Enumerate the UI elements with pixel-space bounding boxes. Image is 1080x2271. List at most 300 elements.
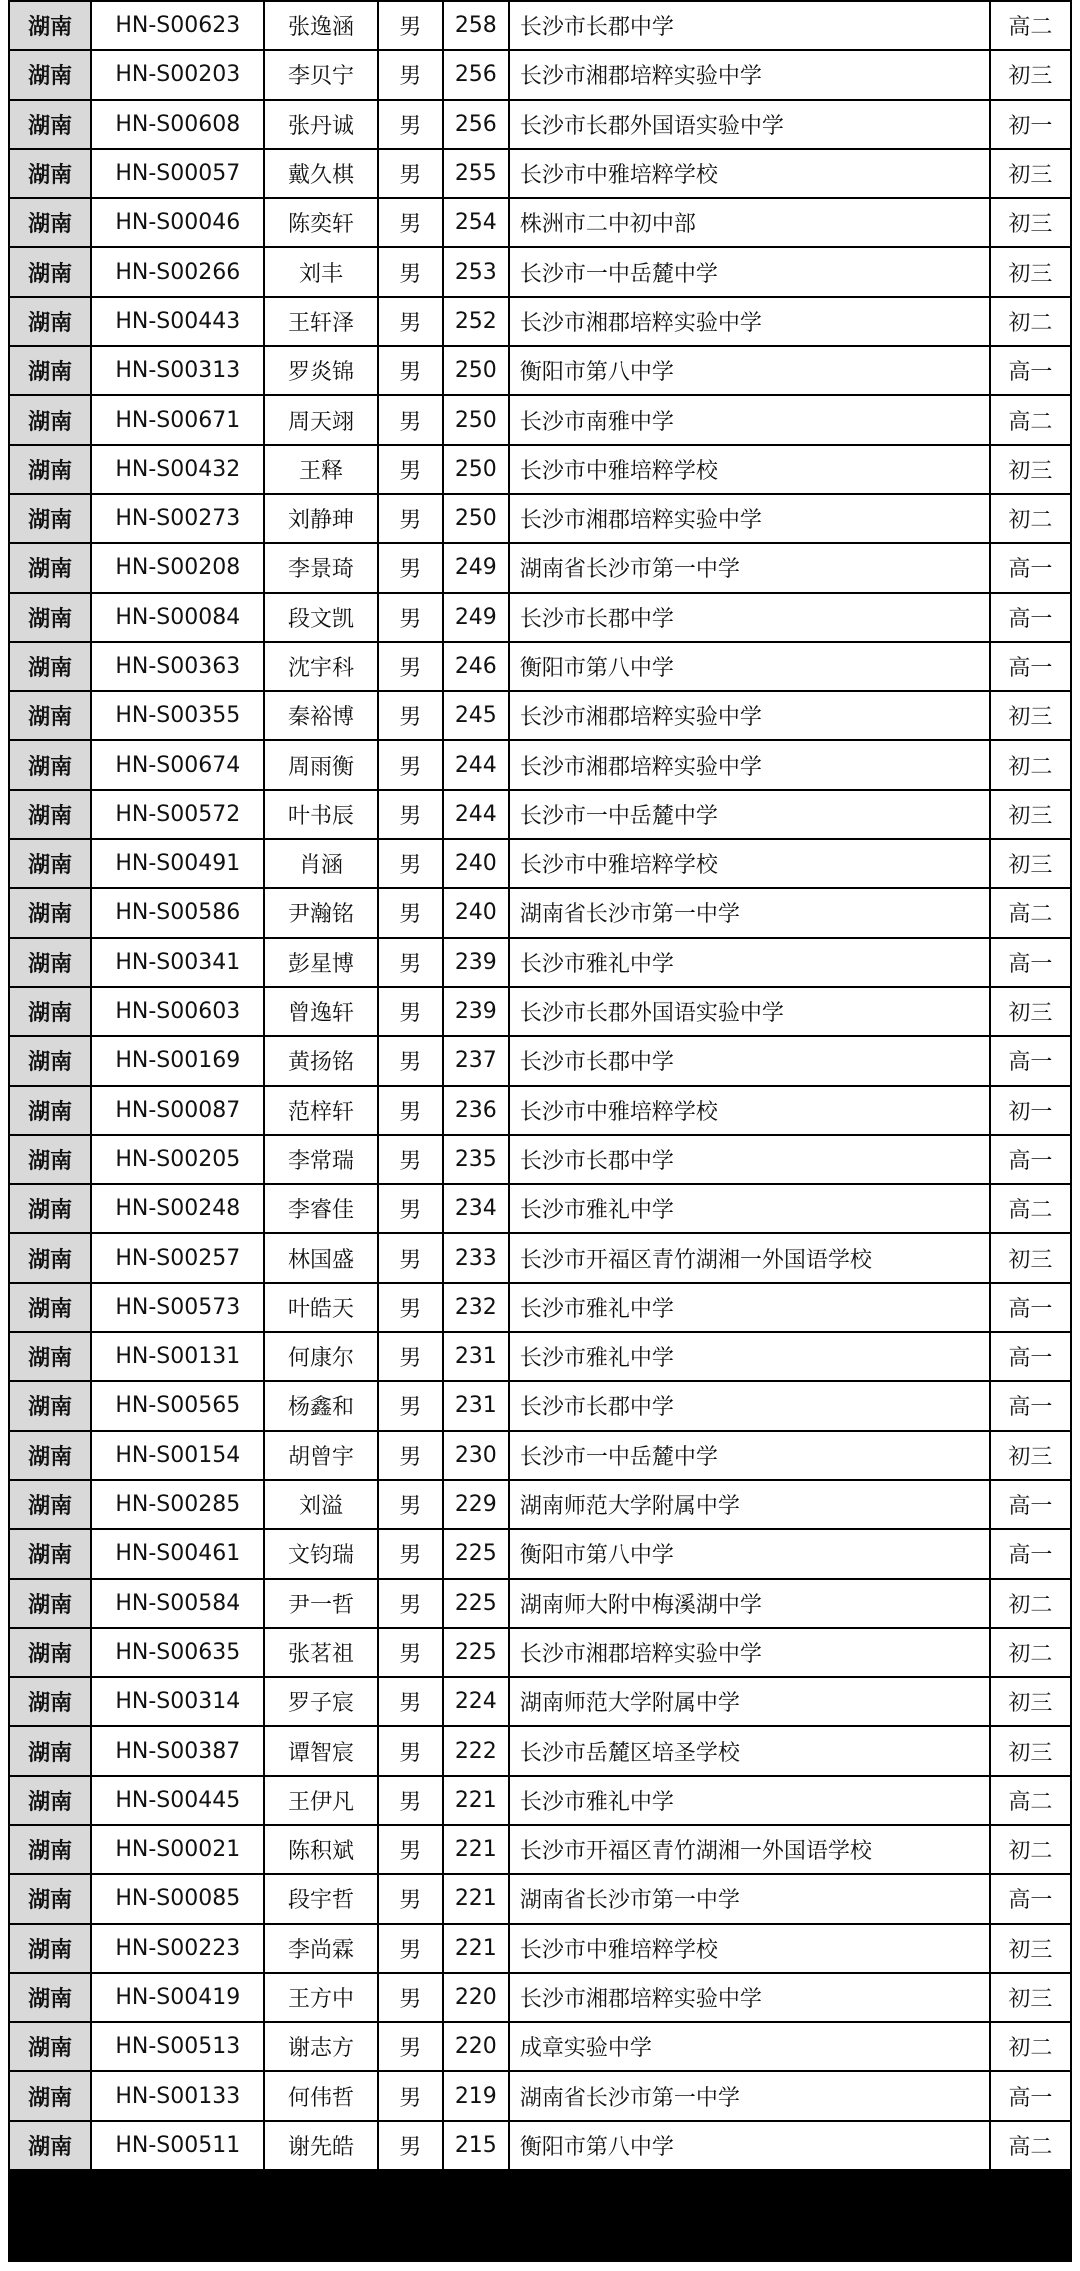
name-cell: 李常瑞 — [265, 1136, 376, 1183]
score-cell: 221 — [444, 1826, 508, 1873]
gender-cell: 男 — [379, 1136, 442, 1183]
province-cell: 湖南 — [10, 692, 90, 739]
id-cell: HN-S00087 — [92, 1087, 263, 1134]
table-row — [10, 741, 1070, 788]
table-row — [10, 1284, 1070, 1331]
name-cell: 张茗祖 — [265, 1629, 376, 1676]
school-cell: 长沙市湘郡培粹实验中学 — [510, 51, 989, 98]
name-cell: 何康尔 — [265, 1333, 376, 1380]
grade-cell: 初三 — [991, 1432, 1070, 1479]
grade-cell: 高一 — [991, 1875, 1070, 1922]
id-cell: HN-S00491 — [92, 840, 263, 887]
score-cell: 240 — [444, 889, 508, 936]
id-cell: HN-S00513 — [92, 2023, 263, 2070]
school-cell: 长沙市湘郡培粹实验中学 — [510, 1629, 989, 1676]
gender-cell: 男 — [379, 1284, 442, 1331]
id-cell: HN-S00432 — [92, 446, 263, 493]
gender-cell: 男 — [379, 1580, 442, 1627]
school-cell: 湖南省长沙市第一中学 — [510, 1875, 989, 1922]
results-table-sheet — [8, 0, 1072, 2262]
school-cell: 衡阳市第八中学 — [510, 643, 989, 690]
gender-cell: 男 — [379, 1481, 442, 1528]
table-body — [10, 2, 1070, 2169]
gender-cell: 男 — [379, 347, 442, 394]
id-cell: HN-S00057 — [92, 150, 263, 197]
score-cell: 222 — [444, 1727, 508, 1774]
id-cell: HN-S00257 — [92, 1234, 263, 1281]
score-cell: 233 — [444, 1234, 508, 1281]
gender-cell: 男 — [379, 298, 442, 345]
school-cell: 长沙市中雅培粹学校 — [510, 840, 989, 887]
name-cell: 叶书辰 — [265, 791, 376, 838]
province-cell: 湖南 — [10, 1580, 90, 1627]
school-cell: 长沙市长郡中学 — [510, 594, 989, 641]
id-cell: HN-S00623 — [92, 2, 263, 49]
province-cell: 湖南 — [10, 594, 90, 641]
grade-cell: 初一 — [991, 101, 1070, 148]
province-cell: 湖南 — [10, 347, 90, 394]
name-cell: 王伊凡 — [265, 1777, 376, 1824]
gender-cell: 男 — [379, 1777, 442, 1824]
province-cell: 湖南 — [10, 643, 90, 690]
gender-cell: 男 — [379, 2072, 442, 2119]
id-cell: HN-S00635 — [92, 1629, 263, 1676]
name-cell: 段文凯 — [265, 594, 376, 641]
id-cell: HN-S00085 — [92, 1875, 263, 1922]
grade-cell: 初三 — [991, 1974, 1070, 2021]
id-cell: HN-S00313 — [92, 347, 263, 394]
grade-cell: 高一 — [991, 1037, 1070, 1084]
school-cell: 长沙市长郡外国语实验中学 — [510, 101, 989, 148]
grade-cell: 高一 — [991, 1136, 1070, 1183]
province-cell: 湖南 — [10, 1284, 90, 1331]
score-cell: 239 — [444, 939, 508, 986]
grade-cell: 初三 — [991, 1925, 1070, 1972]
table-row — [10, 298, 1070, 345]
school-cell: 长沙市一中岳麓中学 — [510, 248, 989, 295]
table-row — [10, 544, 1070, 591]
school-cell: 长沙市长郡中学 — [510, 1037, 989, 1084]
name-cell: 周天翊 — [265, 396, 376, 443]
id-cell: HN-S00674 — [92, 741, 263, 788]
name-cell: 文钧瑞 — [265, 1530, 376, 1577]
score-cell: 240 — [444, 840, 508, 887]
name-cell: 秦裕博 — [265, 692, 376, 739]
table-row — [10, 1234, 1070, 1281]
gender-cell: 男 — [379, 1333, 442, 1380]
name-cell: 彭星博 — [265, 939, 376, 986]
score-cell: 254 — [444, 199, 508, 246]
school-cell: 湖南师范大学附属中学 — [510, 1481, 989, 1528]
table-row — [10, 840, 1070, 887]
name-cell: 张丹诚 — [265, 101, 376, 148]
school-cell: 湖南省长沙市第一中学 — [510, 2072, 989, 2119]
gender-cell: 男 — [379, 51, 442, 98]
grade-cell: 高一 — [991, 1481, 1070, 1528]
grade-cell: 初二 — [991, 741, 1070, 788]
id-cell: HN-S00461 — [92, 1530, 263, 1577]
table-row — [10, 692, 1070, 739]
province-cell: 湖南 — [10, 248, 90, 295]
name-cell: 肖涵 — [265, 840, 376, 887]
name-cell: 罗炎锦 — [265, 347, 376, 394]
gender-cell: 男 — [379, 889, 442, 936]
school-cell: 长沙市雅礼中学 — [510, 1185, 989, 1232]
school-cell: 长沙市开福区青竹湖湘一外国语学校 — [510, 1826, 989, 1873]
score-cell: 250 — [444, 495, 508, 542]
id-cell: HN-S00131 — [92, 1333, 263, 1380]
school-cell: 衡阳市第八中学 — [510, 2122, 989, 2169]
grade-cell: 高一 — [991, 1382, 1070, 1429]
table-row — [10, 1826, 1070, 1873]
province-cell: 湖南 — [10, 988, 90, 1035]
id-cell: HN-S00608 — [92, 101, 263, 148]
id-cell: HN-S00445 — [92, 1777, 263, 1824]
school-cell: 衡阳市第八中学 — [510, 347, 989, 394]
gender-cell: 男 — [379, 1382, 442, 1429]
school-cell: 株洲市二中初中部 — [510, 199, 989, 246]
table-row — [10, 1432, 1070, 1479]
id-cell: HN-S00084 — [92, 594, 263, 641]
score-cell: 221 — [444, 1777, 508, 1824]
score-cell: 221 — [444, 1925, 508, 1972]
grade-cell: 初二 — [991, 2023, 1070, 2070]
name-cell: 罗子宸 — [265, 1678, 376, 1725]
name-cell: 黄扬铭 — [265, 1037, 376, 1084]
name-cell: 王释 — [265, 446, 376, 493]
id-cell: HN-S00363 — [92, 643, 263, 690]
name-cell: 胡曾宇 — [265, 1432, 376, 1479]
score-cell: 236 — [444, 1087, 508, 1134]
id-cell: HN-S00208 — [92, 544, 263, 591]
grade-cell: 高一 — [991, 544, 1070, 591]
table-row — [10, 1875, 1070, 1922]
province-cell: 湖南 — [10, 150, 90, 197]
school-cell: 长沙市一中岳麓中学 — [510, 1432, 989, 1479]
school-cell: 长沙市岳麓区培圣学校 — [510, 1727, 989, 1774]
gender-cell: 男 — [379, 1629, 442, 1676]
grade-cell: 高一 — [991, 347, 1070, 394]
results-table — [8, 0, 1072, 2171]
score-cell: 256 — [444, 51, 508, 98]
gender-cell: 男 — [379, 741, 442, 788]
score-cell: 249 — [444, 594, 508, 641]
table-row — [10, 248, 1070, 295]
name-cell: 何伟哲 — [265, 2072, 376, 2119]
id-cell: HN-S00154 — [92, 1432, 263, 1479]
gender-cell: 男 — [379, 101, 442, 148]
school-cell: 长沙市一中岳麓中学 — [510, 791, 989, 838]
province-cell: 湖南 — [10, 396, 90, 443]
province-cell: 湖南 — [10, 2023, 90, 2070]
table-row — [10, 2023, 1070, 2070]
id-cell: HN-S00419 — [92, 1974, 263, 2021]
id-cell: HN-S00341 — [92, 939, 263, 986]
table-row — [10, 1333, 1070, 1380]
id-cell: HN-S00671 — [92, 396, 263, 443]
province-cell: 湖南 — [10, 2, 90, 49]
table-row — [10, 1974, 1070, 2021]
gender-cell: 男 — [379, 1530, 442, 1577]
table-row — [10, 101, 1070, 148]
gender-cell: 男 — [379, 1974, 442, 2021]
table-row — [10, 1087, 1070, 1134]
score-cell: 230 — [444, 1432, 508, 1479]
table-row — [10, 594, 1070, 641]
id-cell: HN-S00572 — [92, 791, 263, 838]
province-cell: 湖南 — [10, 1629, 90, 1676]
id-cell: HN-S00021 — [92, 1826, 263, 1873]
grade-cell: 初一 — [991, 1087, 1070, 1134]
score-cell: 231 — [444, 1333, 508, 1380]
name-cell: 刘丰 — [265, 248, 376, 295]
score-cell: 225 — [444, 1629, 508, 1676]
id-cell: HN-S00285 — [92, 1481, 263, 1528]
id-cell: HN-S00387 — [92, 1727, 263, 1774]
name-cell: 李睿佳 — [265, 1185, 376, 1232]
gender-cell: 男 — [379, 1234, 442, 1281]
school-cell: 成章实验中学 — [510, 2023, 989, 2070]
school-cell: 长沙市雅礼中学 — [510, 1777, 989, 1824]
score-cell: 224 — [444, 1678, 508, 1725]
province-cell: 湖南 — [10, 1087, 90, 1134]
score-cell: 225 — [444, 1580, 508, 1627]
province-cell: 湖南 — [10, 446, 90, 493]
grade-cell: 高二 — [991, 1777, 1070, 1824]
id-cell: HN-S00273 — [92, 495, 263, 542]
score-cell: 219 — [444, 2072, 508, 2119]
grade-cell: 高二 — [991, 396, 1070, 443]
gender-cell: 男 — [379, 1678, 442, 1725]
grade-cell: 初三 — [991, 840, 1070, 887]
school-cell: 长沙市中雅培粹学校 — [510, 1925, 989, 1972]
grade-cell: 高一 — [991, 939, 1070, 986]
id-cell: HN-S00511 — [92, 2122, 263, 2169]
province-cell: 湖南 — [10, 939, 90, 986]
gender-cell: 男 — [379, 1727, 442, 1774]
school-cell: 长沙市中雅培粹学校 — [510, 446, 989, 493]
province-cell: 湖南 — [10, 1333, 90, 1380]
gender-cell: 男 — [379, 791, 442, 838]
grade-cell: 高二 — [991, 1185, 1070, 1232]
province-cell: 湖南 — [10, 199, 90, 246]
gender-cell: 男 — [379, 1185, 442, 1232]
name-cell: 周雨衡 — [265, 741, 376, 788]
gender-cell: 男 — [379, 594, 442, 641]
province-cell: 湖南 — [10, 741, 90, 788]
gender-cell: 男 — [379, 2, 442, 49]
school-cell: 长沙市中雅培粹学校 — [510, 1087, 989, 1134]
province-cell: 湖南 — [10, 1777, 90, 1824]
province-cell: 湖南 — [10, 2122, 90, 2169]
school-cell: 衡阳市第八中学 — [510, 1530, 989, 1577]
name-cell: 叶皓天 — [265, 1284, 376, 1331]
school-cell: 长沙市雅礼中学 — [510, 1333, 989, 1380]
grade-cell: 高二 — [991, 2122, 1070, 2169]
table-row — [10, 1382, 1070, 1429]
name-cell: 刘静珅 — [265, 495, 376, 542]
score-cell: 235 — [444, 1136, 508, 1183]
school-cell: 长沙市湘郡培粹实验中学 — [510, 692, 989, 739]
province-cell: 湖南 — [10, 495, 90, 542]
gender-cell: 男 — [379, 1925, 442, 1972]
grade-cell: 初三 — [991, 199, 1070, 246]
id-cell: HN-S00603 — [92, 988, 263, 1035]
score-cell: 250 — [444, 347, 508, 394]
gender-cell: 男 — [379, 643, 442, 690]
province-cell: 湖南 — [10, 1136, 90, 1183]
name-cell: 王轩泽 — [265, 298, 376, 345]
gender-cell: 男 — [379, 544, 442, 591]
province-cell: 湖南 — [10, 1382, 90, 1429]
grade-cell: 高一 — [991, 594, 1070, 641]
table-row — [10, 495, 1070, 542]
score-cell: 250 — [444, 396, 508, 443]
gender-cell: 男 — [379, 396, 442, 443]
gender-cell: 男 — [379, 150, 442, 197]
province-cell: 湖南 — [10, 840, 90, 887]
name-cell: 王方中 — [265, 1974, 376, 2021]
score-cell: 231 — [444, 1382, 508, 1429]
score-cell: 225 — [444, 1530, 508, 1577]
school-cell: 湖南省长沙市第一中学 — [510, 544, 989, 591]
gender-cell: 男 — [379, 1087, 442, 1134]
province-cell: 湖南 — [10, 791, 90, 838]
name-cell: 段宇哲 — [265, 1875, 376, 1922]
province-cell: 湖南 — [10, 1037, 90, 1084]
id-cell: HN-S00443 — [92, 298, 263, 345]
province-cell: 湖南 — [10, 544, 90, 591]
table-row — [10, 988, 1070, 1035]
score-cell: 215 — [444, 2122, 508, 2169]
name-cell: 尹瀚铭 — [265, 889, 376, 936]
id-cell: HN-S00223 — [92, 1925, 263, 1972]
gender-cell: 男 — [379, 2023, 442, 2070]
id-cell: HN-S00169 — [92, 1037, 263, 1084]
grade-cell: 初三 — [991, 1234, 1070, 1281]
score-cell: 237 — [444, 1037, 508, 1084]
province-cell: 湖南 — [10, 889, 90, 936]
score-cell: 232 — [444, 1284, 508, 1331]
school-cell: 长沙市长郡中学 — [510, 1382, 989, 1429]
name-cell: 林国盛 — [265, 1234, 376, 1281]
table-row — [10, 889, 1070, 936]
table-row — [10, 1678, 1070, 1725]
name-cell: 陈奕轩 — [265, 199, 376, 246]
grade-cell: 初三 — [991, 692, 1070, 739]
province-cell: 湖南 — [10, 1875, 90, 1922]
grade-cell: 初三 — [991, 1727, 1070, 1774]
school-cell: 长沙市雅礼中学 — [510, 1284, 989, 1331]
school-cell: 长沙市长郡中学 — [510, 1136, 989, 1183]
score-cell: 246 — [444, 643, 508, 690]
id-cell: HN-S00046 — [92, 199, 263, 246]
name-cell: 范梓轩 — [265, 1087, 376, 1134]
score-cell: 253 — [444, 248, 508, 295]
province-cell: 湖南 — [10, 1530, 90, 1577]
grade-cell: 初二 — [991, 1580, 1070, 1627]
province-cell: 湖南 — [10, 101, 90, 148]
grade-cell: 初三 — [991, 150, 1070, 197]
school-cell: 湖南师范大学附属中学 — [510, 1678, 989, 1725]
id-cell: HN-S00248 — [92, 1185, 263, 1232]
score-cell: 220 — [444, 1974, 508, 2021]
score-cell: 239 — [444, 988, 508, 1035]
name-cell: 张逸涵 — [265, 2, 376, 49]
name-cell: 尹一哲 — [265, 1580, 376, 1627]
table-row — [10, 2072, 1070, 2119]
province-cell: 湖南 — [10, 1678, 90, 1725]
gender-cell: 男 — [379, 2122, 442, 2169]
gender-cell: 男 — [379, 840, 442, 887]
province-cell: 湖南 — [10, 1925, 90, 1972]
gender-cell: 男 — [379, 248, 442, 295]
province-cell: 湖南 — [10, 1234, 90, 1281]
table-row — [10, 1185, 1070, 1232]
grade-cell: 初三 — [991, 446, 1070, 493]
name-cell: 李景琦 — [265, 544, 376, 591]
school-cell: 湖南师大附中梅溪湖中学 — [510, 1580, 989, 1627]
gender-cell: 男 — [379, 1875, 442, 1922]
table-row — [10, 1925, 1070, 1972]
score-cell: 229 — [444, 1481, 508, 1528]
gender-cell: 男 — [379, 1037, 442, 1084]
score-cell: 252 — [444, 298, 508, 345]
table-row — [10, 2122, 1070, 2169]
id-cell: HN-S00133 — [92, 2072, 263, 2119]
grade-cell: 初三 — [991, 51, 1070, 98]
school-cell: 长沙市长郡外国语实验中学 — [510, 988, 989, 1035]
name-cell: 刘溢 — [265, 1481, 376, 1528]
id-cell: HN-S00266 — [92, 248, 263, 295]
name-cell: 谭智宸 — [265, 1727, 376, 1774]
school-cell: 长沙市湘郡培粹实验中学 — [510, 741, 989, 788]
score-cell: 250 — [444, 446, 508, 493]
gender-cell: 男 — [379, 1432, 442, 1479]
gender-cell: 男 — [379, 939, 442, 986]
province-cell: 湖南 — [10, 2072, 90, 2119]
name-cell: 李贝宁 — [265, 51, 376, 98]
table-row — [10, 446, 1070, 493]
province-cell: 湖南 — [10, 1826, 90, 1873]
table-row — [10, 1580, 1070, 1627]
grade-cell: 初二 — [991, 298, 1070, 345]
table-row — [10, 1530, 1070, 1577]
province-cell: 湖南 — [10, 1974, 90, 2021]
score-cell: 234 — [444, 1185, 508, 1232]
score-cell: 256 — [444, 101, 508, 148]
grade-cell: 高一 — [991, 2072, 1070, 2119]
grade-cell: 初三 — [991, 248, 1070, 295]
grade-cell: 高二 — [991, 2, 1070, 49]
grade-cell: 高一 — [991, 1284, 1070, 1331]
id-cell: HN-S00203 — [92, 51, 263, 98]
table-row — [10, 643, 1070, 690]
table-row — [10, 51, 1070, 98]
grade-cell: 高二 — [991, 889, 1070, 936]
school-cell: 长沙市雅礼中学 — [510, 939, 989, 986]
gender-cell: 男 — [379, 446, 442, 493]
table-row — [10, 150, 1070, 197]
id-cell: HN-S00565 — [92, 1382, 263, 1429]
table-row — [10, 396, 1070, 443]
province-cell: 湖南 — [10, 1727, 90, 1774]
score-cell: 244 — [444, 791, 508, 838]
school-cell: 长沙市湘郡培粹实验中学 — [510, 1974, 989, 2021]
table-row — [10, 1136, 1070, 1183]
school-cell: 长沙市湘郡培粹实验中学 — [510, 495, 989, 542]
gender-cell: 男 — [379, 692, 442, 739]
